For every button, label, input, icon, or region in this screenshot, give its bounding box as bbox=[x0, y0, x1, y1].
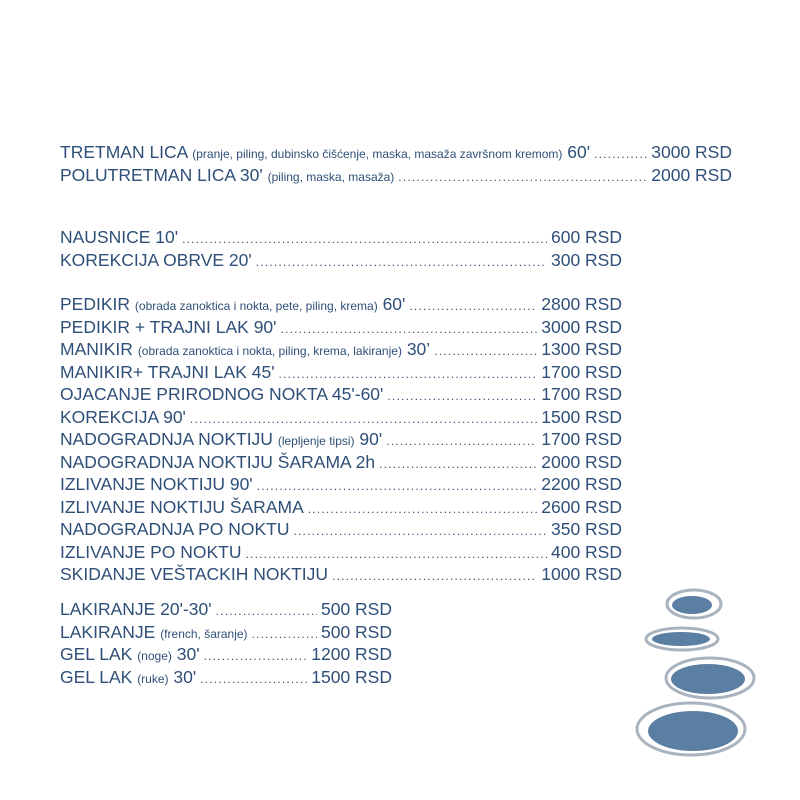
dot-leader bbox=[216, 600, 317, 623]
item-name: OJACANJE PRIRODNOG NOKTA 45'-60' bbox=[60, 384, 384, 404]
item-price: 1700 RSD bbox=[541, 384, 622, 404]
dot-leader bbox=[409, 295, 537, 318]
dot-leader bbox=[387, 385, 537, 408]
price-row-nadogradnja-sarama bbox=[60, 451, 622, 474]
section-nails bbox=[60, 293, 622, 586]
price-row-izlivanje-noktiju bbox=[60, 473, 622, 496]
price-row-pedikir-trajni-lak bbox=[60, 316, 622, 339]
section-ears-brows bbox=[60, 226, 622, 271]
price-row-lakiranje-french bbox=[60, 621, 392, 644]
item-price: 500 RSD bbox=[320, 621, 392, 642]
dot-leader bbox=[332, 565, 537, 588]
price-row-korekcija-obrve bbox=[60, 249, 622, 272]
item-name: PEDIKIR + TRAJNI LAK 90' bbox=[60, 316, 277, 337]
item-price: 500 RSD bbox=[320, 599, 392, 619]
stone-top bbox=[667, 590, 721, 618]
stone-second bbox=[646, 628, 718, 650]
price-row-skidanje-noktiju bbox=[60, 563, 622, 586]
dot-leader bbox=[279, 363, 538, 386]
item-name: NADOGRADNJA NOKTIJU (lepljenje tipsi) 90' bbox=[60, 429, 383, 449]
item-price: 2200 RSD bbox=[541, 474, 622, 494]
dot-leader bbox=[252, 623, 317, 646]
item-name: GEL LAK (noge) 30' bbox=[60, 644, 200, 664]
item-name: PEDIKIR (obrada zanoktica i nokta, pete, piling, krema) 60' bbox=[60, 294, 406, 314]
item-price: 3000 RSD bbox=[651, 142, 732, 162]
item-price: 1700 RSD bbox=[541, 429, 622, 449]
item-name: POLUTRETMAN LICA 30' (piling, maska, masaža) bbox=[60, 164, 395, 185]
item-name: NAUSNICE 10' bbox=[60, 227, 179, 247]
item-price: 2600 RSD bbox=[541, 496, 622, 517]
item-name: NADOGRADNJA NOKTIJU ŠARAMA 2h bbox=[60, 451, 376, 472]
dot-leader bbox=[281, 318, 538, 341]
item-price: 600 RSD bbox=[550, 227, 622, 247]
item-name: IZLIVANJE PO NOKTU bbox=[60, 541, 242, 562]
price-row-polutretman-lica bbox=[60, 164, 732, 187]
dot-leader bbox=[190, 408, 537, 431]
item-name: GEL LAK (ruke) 30' bbox=[60, 666, 197, 687]
price-row-manikir bbox=[60, 338, 622, 361]
price-row-nausnice bbox=[60, 226, 622, 249]
dot-leader bbox=[386, 430, 537, 453]
dot-leader bbox=[398, 166, 647, 189]
item-name: KOREKCIJA 90' bbox=[60, 406, 186, 427]
stone-bottom bbox=[637, 703, 745, 755]
dot-leader bbox=[293, 520, 547, 543]
item-price: 3000 RSD bbox=[541, 316, 622, 337]
dot-leader bbox=[594, 143, 647, 166]
item-name: TRETMAN LICA (pranje, piling, dubinsko čišćenje, maska, masaža završnom kremom) 60' bbox=[60, 142, 591, 162]
item-price: 1500 RSD bbox=[541, 406, 622, 427]
price-row-lakiranje bbox=[60, 598, 392, 621]
stone-third bbox=[666, 658, 754, 698]
stacked-stones-icon bbox=[635, 585, 765, 760]
item-name: IZLIVANJE NOKTIJU ŠARAMA bbox=[60, 496, 304, 517]
item-price: 2800 RSD bbox=[541, 294, 622, 314]
item-name: NADOGRADNJA PO NOKTU bbox=[60, 519, 290, 539]
price-row-izlivanje-po-noktu bbox=[60, 541, 622, 564]
item-price: 1300 RSD bbox=[541, 339, 622, 359]
dot-leader bbox=[256, 251, 547, 274]
item-name: SKIDANJE VEŠTACKIH NOKTIJU bbox=[60, 564, 329, 584]
item-name: KOREKCIJA OBRVE 20' bbox=[60, 249, 252, 270]
item-name: IZLIVANJE NOKTIJU 90' bbox=[60, 474, 253, 494]
item-name: MANIKIR (obrada zanoktica i nokta, piling, krema, lakiranje) 30’ bbox=[60, 339, 431, 359]
item-price: 1500 RSD bbox=[311, 666, 392, 687]
dot-leader bbox=[246, 543, 547, 566]
dot-leader bbox=[257, 475, 538, 498]
price-row-gel-lak-noge bbox=[60, 643, 392, 666]
section-lacquer bbox=[60, 598, 392, 688]
item-price: 2000 RSD bbox=[651, 164, 732, 185]
item-price: 1700 RSD bbox=[541, 361, 622, 382]
price-row-gel-lak-ruke bbox=[60, 666, 392, 689]
dot-leader bbox=[204, 645, 308, 668]
item-price: 2000 RSD bbox=[541, 451, 622, 472]
item-price: 1200 RSD bbox=[311, 644, 392, 664]
price-row-manikir-trajni-lak bbox=[60, 361, 622, 384]
section-face-treatments bbox=[60, 141, 732, 186]
price-row-pedikir bbox=[60, 293, 622, 316]
price-row-korekcija bbox=[60, 406, 622, 429]
item-name: LAKIRANJE (french, šaranje) bbox=[60, 621, 248, 642]
item-price: 300 RSD bbox=[550, 249, 622, 270]
item-price: 350 RSD bbox=[550, 519, 622, 539]
item-name: MANIKIR+ TRAJNI LAK 45' bbox=[60, 361, 275, 382]
dot-leader bbox=[200, 668, 307, 691]
price-row-nadogradnja-po-noktu bbox=[60, 518, 622, 541]
item-price: 1000 RSD bbox=[541, 564, 622, 584]
dot-leader bbox=[379, 453, 537, 476]
price-row-nadogradnja-noktiju bbox=[60, 428, 622, 451]
price-row-ojacanje-nokta bbox=[60, 383, 622, 406]
item-price: 400 RSD bbox=[550, 541, 622, 562]
item-name: LAKIRANJE 20'-30' bbox=[60, 599, 212, 619]
dot-leader bbox=[308, 498, 538, 521]
price-row-izlivanje-sarama bbox=[60, 496, 622, 519]
price-row-tretman-lica bbox=[60, 141, 732, 164]
dot-leader bbox=[182, 228, 547, 251]
dot-leader bbox=[434, 340, 537, 363]
